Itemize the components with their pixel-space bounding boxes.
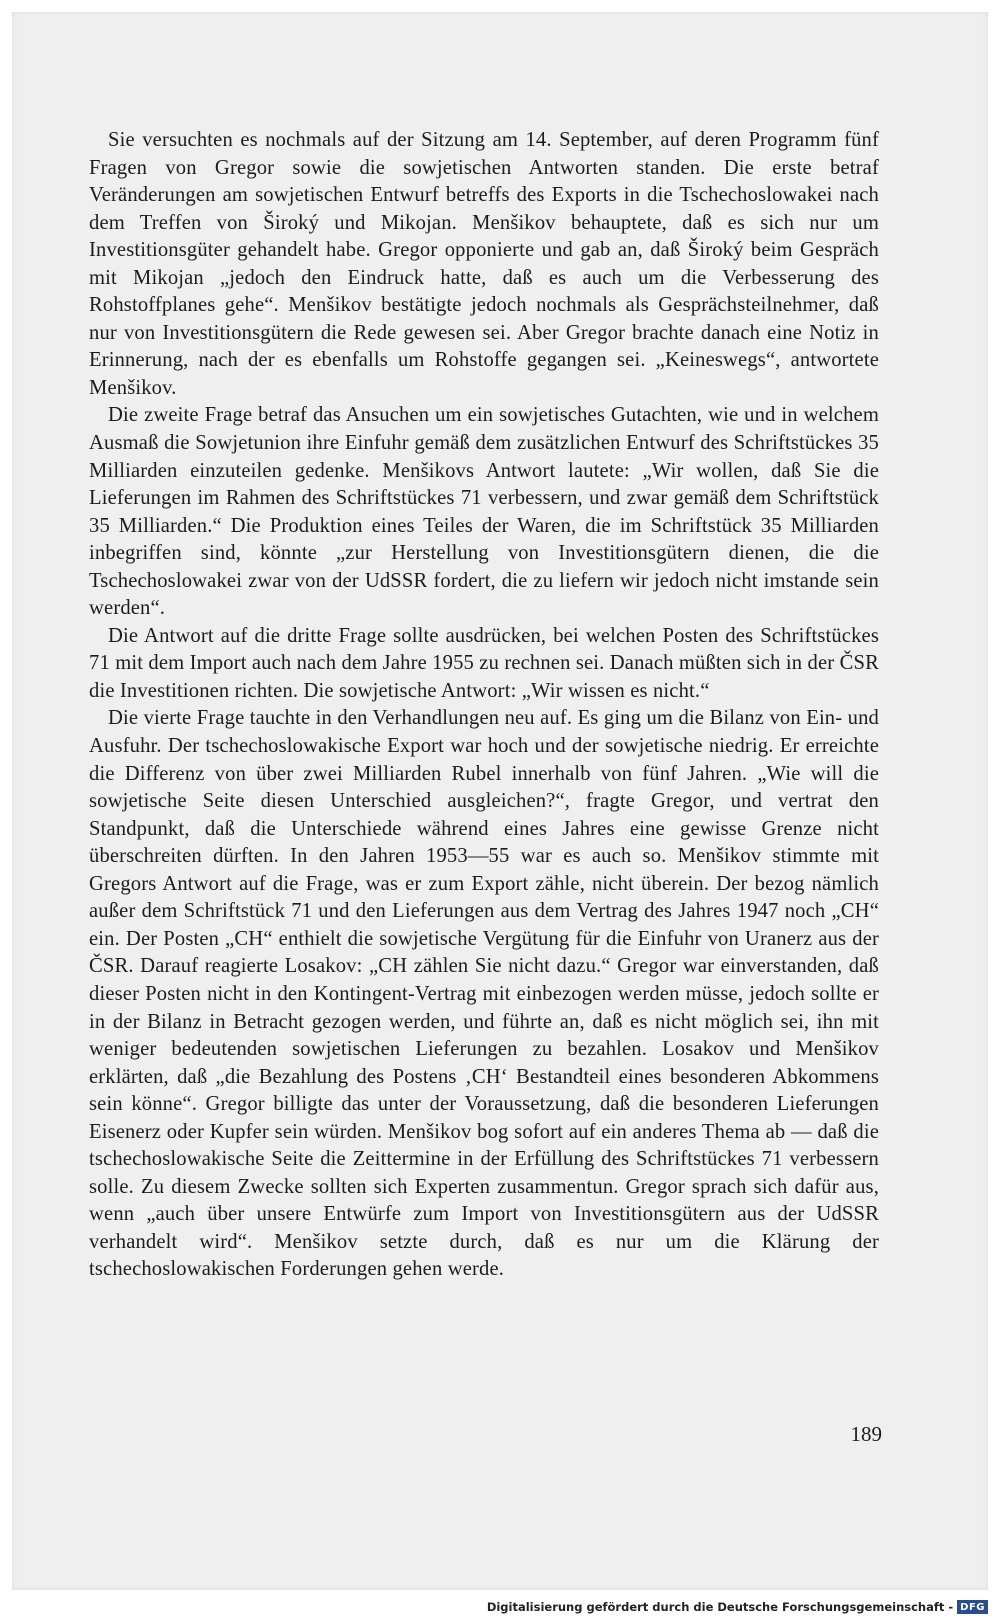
paragraph-1: Sie versuchten es nochmals auf der Sitzung am 14. September, auf deren Programm fünf Fragen von Gregor sowie die sowjetischen Antworten standen. Die erste betraf Veränderungen am sowjetischen Entwurf betreffs des Exports in die Tschechoslowakei nach dem Treffen von Široký und Mikojan. Menšikov behauptete, daß es sich nur um Investitionsgüter gehandelt habe. Gregor opponierte und gab an, daß Široký beim Gespräch mit Mikojan „jedoch den Eindruck hatte, daß es auch um die Verbesserung des Rohstoffplanes gehe“. Menšikov bestätigte jedoch nochmals als Gesprächsteilnehmer, daß nur von Investitionsgütern die Rede gewesen sei. Aber Gregor brachte danach eine Notiz in Erinnerung, nach der es ebenfalls um Rohstoffe gegangen sei. „Keineswegs“, antwortete Menšikov. xyxy=(89,129,879,399)
paragraph-2: Die zweite Frage betraf das Ansuchen um ein sowjetisches Gutachten, wie und in welchem Ausmaß die Sowjetunion ihre Einfuhr gemäß dem zusätzlichen Entwurf des Schriftstückes 35 Milliarden einzuteilen gedenke. Menšikovs Antwort lautete: „Wir wollen, daß Sie die Lieferungen im Rahmen des Schriftstückes 71 verbessern, und zwar gemäß dem Schriftstück 35 Milliarden.“ Die Produktion eines Teiles der Waren, die im Schriftstück 35 Milliarden inbegriffen sind, könnte „zur Herstellung von Investitionsgütern dienen, die die Tschechoslowakei zwar von der UdSSR fordert, die zu liefern wir jedoch nicht imstande sein werden“. xyxy=(89,404,879,620)
paragraph-4: Die vierte Frage tauchte in den Verhandlungen neu auf. Es ging um die Bilanz von Ein- und Ausfuhr. Der tschechoslowakische Export war hoch und der sowjetische niedrig. Er erreichte die Differenz von über zwei Milliarden Rubel innerhalb von fünf Jahren. „Wie will die sowjetische Seite diesen Unterschied ausgleichen?“, fragte Gregor, und vertrat den Standpunkt, daß die Unterschiede während eines Jahres eine gewisse Grenze nicht überschreiten dürften. In den Jahren 1953—55 war es auch so. Menšikov stimmte mit Gregors Antwort auf die Frage, was er zum Export zähle, nicht überein. Der bezog nämlich außer dem Schriftstück 71 und den Lieferungen aus dem Vertrag des Jahres 1947 noch „CH“ ein. Der Posten „CH“ enthielt die sowjetische Vergütung für die Einfuhr von Uranerz aus der ČSR. Darauf reagierte Losakov: „CH zählen Sie nicht dazu.“ Gregor war einverstanden, daß dieser Posten nicht in den Kontingent-Vertrag mit einbezogen werden müsse, jedoch sollte er in der Bilanz in Betracht gezogen werden, und führte an, daß es nicht möglich sei, ihn mit weniger bedeutenden sowjetischen Lieferungen zu bezahlen. Losakov und Menšikov erklärten, daß „die Bezahlung des Postens ‚CH‘ Bestandteil eines besonderen Abkommens sein könne“. Gregor billigte das unter der Voraussetzung, daß die besonderen Lieferungen Eisenerz oder Kupfer sein würden. Menšikov bog sofort auf ein anderes Thema ab — daß die tschechoslowakische Seite die Zeittermine in der Erfüllung des Schriftstückes 71 verbessern solle. Zu diesem Zwecke sollten sich Experten zusammentun. Gregor sprach sich dafür aus, wenn „auch über unsere Entwürfe zum Import von Investitionsgütern aus der UdSSR verhandelt wird“. Menšikov setzte durch, daß es nur um die Klärung der tschechoslowakischen Forderungen gehen werde. xyxy=(89,707,879,1281)
dfg-logo-icon: DFG xyxy=(957,1600,988,1614)
scanned-page xyxy=(12,12,988,1590)
body-text xyxy=(89,127,879,1284)
page-number: 189 xyxy=(850,1422,882,1446)
digitization-credit xyxy=(487,1597,988,1617)
credit-text: Digitalisierung gefördert durch die Deutsche Forschungsgemeinschaft - xyxy=(486,1600,954,1614)
paragraph-3: Die Antwort auf die dritte Frage sollte ausdrücken, bei welchen Posten des Schriftstückes 71 mit dem Import auch nach dem Jahre 1955 zu rechnen sei. Danach müßten sich in der ČSR die Investitionen richten. Die sowjetische Antwort: „Wir wissen es nicht.“ xyxy=(89,624,879,702)
